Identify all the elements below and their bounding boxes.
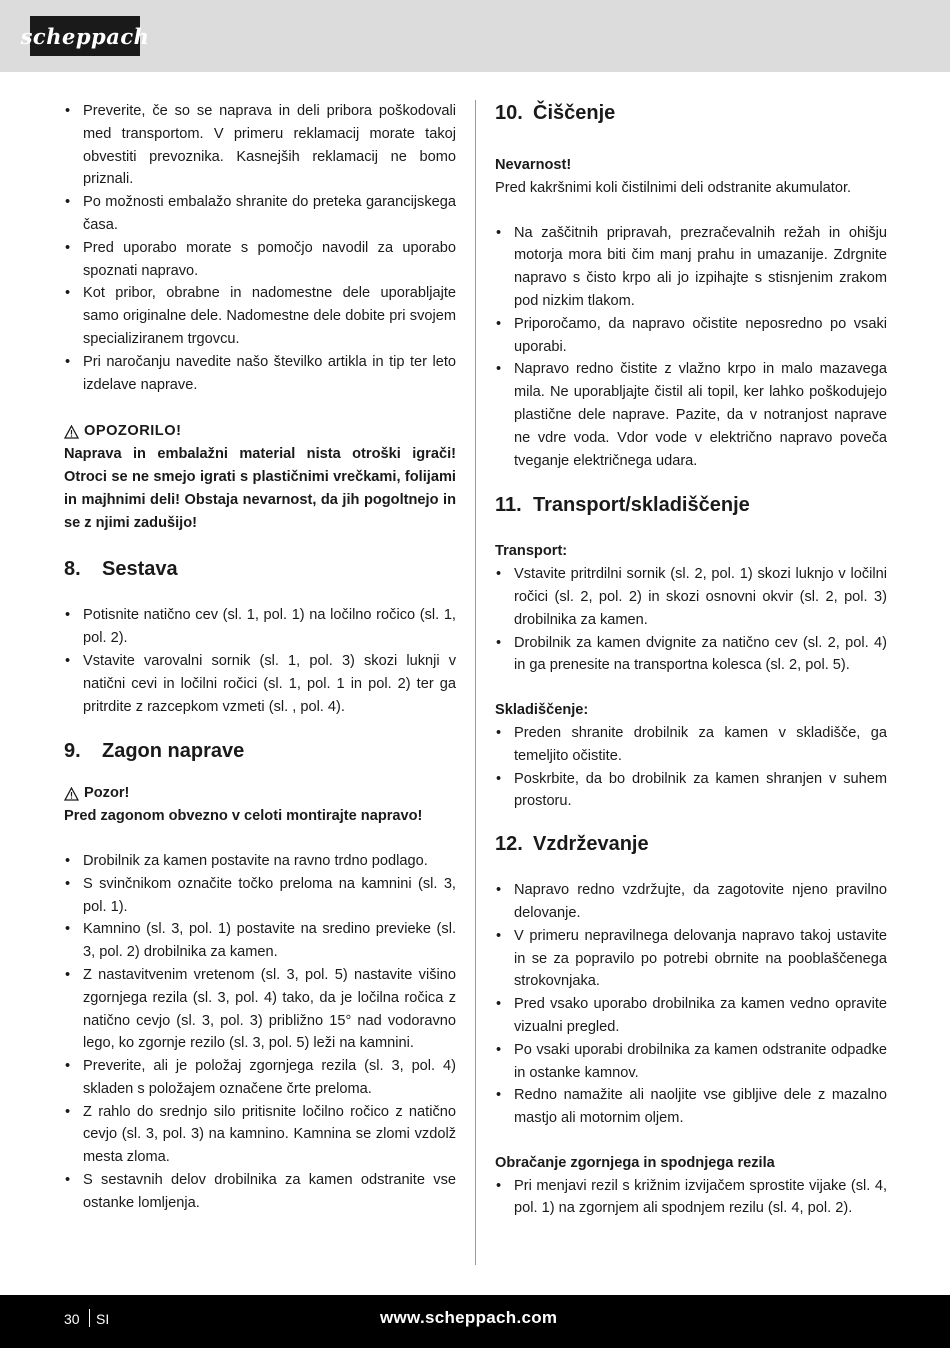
caution-title: Pozor!: [84, 785, 130, 802]
section-heading-10: [495, 100, 887, 126]
section-heading-9: [64, 738, 456, 764]
list-item: • Po možnosti embalažo shranite do preteka garancijskega časa.: [64, 191, 456, 237]
section-heading-8: [64, 556, 456, 582]
transport-subheading: Transport:: [495, 543, 568, 560]
startup-list: [64, 850, 456, 1215]
left-column: [64, 100, 456, 1215]
section-number: 11.: [495, 494, 522, 517]
page-number: 30: [64, 1311, 80, 1327]
list-item: • Poskrbite, da bo drobilnik za kamen shranjen v suhem prostoru.: [495, 768, 887, 814]
danger-title: Nevarnost!: [495, 157, 572, 173]
danger-text: Pred kakršnimi koli čistilnimi deli odstranite akumulator.: [495, 179, 852, 196]
list-item: • Kot pribor, obrabne in nadomestne dele uporabljajte samo originalne dele. Nadomestne dele dobite pri svojem specializiranem trgovcu.: [64, 282, 456, 350]
list-item: • Drobilnik za kamen dvignite za natično cev (sl. 2, pol. 4) in ga prenesite na transportna kolesca (sl. 2, pol. 5).: [495, 632, 887, 678]
warning-text: Naprava in embalažni material nista otroški igrači! Otroci se ne smejo igrati s plastičnimi vrečkami, folijami in majhnimi deli! Obstaja nevarnost, da jih pogoltnejo in se z njimi zadušijo!: [64, 446, 456, 531]
warning-triangle-icon: [64, 425, 79, 439]
header-bar: [0, 0, 950, 72]
maintenance-list: [495, 879, 887, 1130]
section-title: Sestava: [102, 558, 178, 581]
warning-heading: [64, 420, 456, 443]
list-item: • Pri menjavi rezil s križnim izvijačem sprostite vijake (sl. 4, pol. 1) na zgornjem ali spodnjem rezilu (sl. 4, pol. 2).: [495, 1175, 887, 1221]
blades-list: [495, 1175, 887, 1221]
list-item: • Priporočamo, da napravo očistite neposredno po vsaki uporabi.: [495, 313, 887, 359]
list-item: • S svinčnikom označite točko preloma na kamnini (sl. 3, pol. 1).: [64, 873, 456, 919]
warning-title: OPOZORILO!: [84, 423, 182, 440]
caution-heading: [64, 782, 456, 805]
storage-list: [495, 722, 887, 813]
list-item: • Z rahlo do srednjo silo pritisnite ločilno ročico z natično cevjo (sl. 3, pol. 3) na kamnino. Kamnina se zlomi vzdolž mesta zloma.: [64, 1101, 456, 1169]
section-title: Čiščenje: [533, 102, 616, 124]
list-item: • Z nastavitvenim vretenom (sl. 3, pol. 5) nastavite višino zgornjega rezila (sl. 3, pol. 4) tako, da je ločilna ročica z natično cevjo (sl. 3, pol. 3) približno 15° nad vodoravno lego, ko zgornje rezilo (sl. 3, pol. 5) leži na kamnini.: [64, 964, 456, 1055]
section-number: 10.: [495, 102, 523, 124]
blades-subheading: Obračanje zgornjega in spodnjega rezila: [495, 1154, 775, 1171]
website-link[interactable]: www.scheppach.com: [380, 1308, 558, 1327]
section-number: 8.: [64, 558, 81, 581]
right-column: [495, 100, 887, 1220]
section-number: 12.: [495, 833, 523, 856]
list-item: • V primeru nepravilnega delovanja napravo takoj ustavite in se za popravilo po potrebi obrnite na pooblaščenega strokovnjaka.: [495, 925, 887, 993]
list-item: • S sestavnih delov drobilnika za kamen odstranite vse ostanke lomljenja.: [64, 1169, 456, 1215]
section-title: Zagon naprave: [102, 740, 245, 763]
list-item: • Na zaščitnih pripravah, prezračevalnih režah in ohišju motorja mora biti čim manj prahu in umazanije. Zdrgnite napravo s čisto krpo ali jo izpihajte s stisnjenim zrakom pod nizkim tlakom.: [495, 222, 887, 313]
list-item: • Vstavite varovalni sornik (sl. 1, pol. 3) skozi luknji v natični cevi in ločilni ročici (sl. 1, pol. 1 in pol. 2) ter ga pritrdite z razcepkom vzmeti (sl. , pol. 4).: [64, 650, 456, 718]
list-item: • Po vsaki uporabi drobilnika za kamen odstranite odpadke in ostanke kamnov.: [495, 1039, 887, 1085]
section-heading-11: [495, 492, 887, 518]
column-divider: [475, 100, 476, 1265]
list-item: • Pred uporabo morate s pomočjo navodil za uporabo spoznati napravo.: [64, 237, 456, 283]
storage-subheading: Skladiščenje:: [495, 702, 589, 719]
list-item: • Pred vsako uporabo drobilnika za kamen vedno opravite vizualni pregled.: [495, 993, 887, 1039]
list-item: • Preden shranite drobilnik za kamen v skladišče, ga temeljito očistite.: [495, 722, 887, 768]
section-title: Vzdrževanje: [533, 833, 649, 856]
section-heading-12: [495, 831, 887, 857]
language-code: SI: [96, 1311, 110, 1327]
warning-triangle-icon: [64, 787, 79, 801]
list-item: • Preverite, ali je položaj zgornjega rezila (sl. 3, pol. 4) skladen s položajem označene črte preloma.: [64, 1055, 456, 1101]
list-item: • Kamnino (sl. 3, pol. 1) postavite na sredino previeke (sl. 3, pol. 2) drobilnika za kamen.: [64, 918, 456, 964]
brand-logo: scheppach: [30, 16, 140, 56]
list-item: • Pri naročanju navedite našo številko artikla in tip ter leto izdelave naprave.: [64, 351, 456, 397]
list-item: • Potisnite natično cev (sl. 1, pol. 1) na ločilno ročico (sl. 1, pol. 2).: [64, 604, 456, 650]
section-title: Transport/skladiščenje: [533, 494, 750, 517]
list-item: • Redno namažite ali naoljite vse gibljive dele z mazalno mastjo ali motornim oljem.: [495, 1084, 887, 1130]
footer-separator: [89, 1309, 90, 1327]
caution-text: Pred zagonom obvezno v celoti montirajte napravo!: [64, 808, 423, 825]
list-item: • Vstavite pritrdilni sornik (sl. 2, pol. 1) skozi luknjo v ločilni ročici (sl. 2, pol. 2) in skozi osnovni okvir (sl. 2, pol. 3) drobilnika za kamen.: [495, 563, 887, 631]
list-item: • Napravo redno čistite z vlažno krpo in malo mazavega mila. Ne uporabljajte čistil ali topil, ker lahko poškodujejo plastične dele naprave. Pazite, da v notranjost naprave ne vdre voda. Vdor vode v električno napravo poveča tveganje električnega udara.: [495, 358, 887, 472]
footer-bar: [0, 1295, 950, 1348]
list-item: • Drobilnik za kamen postavite na ravno trdno podlago.: [64, 850, 456, 873]
list-item: • Napravo redno vzdržujte, da zagotovite njeno pravilno delovanje.: [495, 879, 887, 925]
list-item: • Preverite, če so se naprava in deli pribora poškodovali med transportom. V primeru reklamacij morate takoj obvestiti prevoznika. Kasnejših reklamacij ne bomo priznali.: [64, 100, 456, 191]
section-number: 9.: [64, 740, 81, 763]
intro-list: [64, 100, 456, 396]
cleaning-list: [495, 222, 887, 473]
assembly-list: [64, 604, 456, 718]
transport-list: [495, 563, 887, 677]
